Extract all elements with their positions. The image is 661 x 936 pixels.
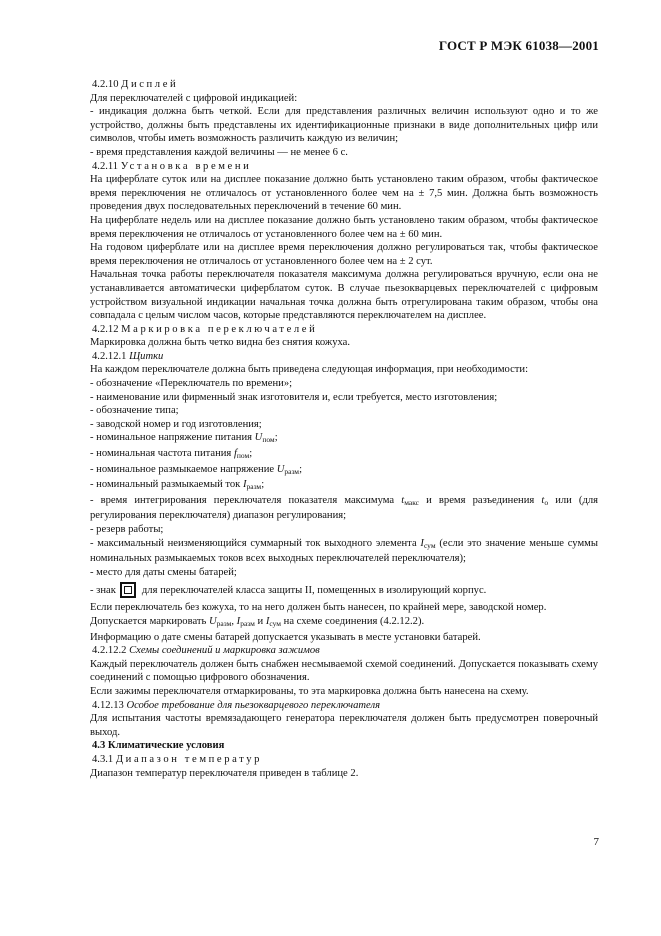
section-4-2-12-1-heading: 4.2.12.1 Щитки (92, 350, 164, 362)
list-item: - номинальная частота питания $f_{пом}$; (90, 448, 253, 461)
section-4-3-1-heading: 4.3.1 Диапазон температур (92, 753, 263, 765)
paragraph: Диапазон температур переключателя приведен в таблице 2. (90, 767, 359, 779)
document-header: ГОСТ Р МЭК 61038—2001 (438, 38, 599, 53)
paragraph: Если зажимы переключателя отмаркированы, то эта маркировка должна быть нанесена на схему. (90, 685, 529, 697)
list-item: - резерв работы; (90, 524, 164, 535)
paragraph: Маркировка должна быть четко видна без снятия кожуха. (90, 337, 350, 349)
list-item: - номинальный размыкаемый ток $I_{разм}$; (90, 479, 265, 492)
list-item: - обозначение «Переключатель по времени»; (90, 378, 293, 390)
paragraph: Информацию о дате смены батарей допускается указывать в месте установки батарей. (90, 631, 481, 643)
paragraph: Если переключатель без кожуха, то на него должен быть нанесен, по крайней мере, заводской номер. (90, 602, 547, 614)
section-4-3-heading: 4.3 Климатические условия (92, 740, 225, 752)
list-item: - время представления каждой величины — не менее 6 с. (90, 146, 348, 158)
section-4-2-12-heading: 4.2.12 Маркировка переключателей (92, 323, 318, 335)
paragraph: Каждый переключатель должен быть снабжен несмываемой схемой соединений. Допускается показывать схему соединений с помощью цифрового обозначения. (90, 658, 598, 684)
paragraph: Для испытания частоты времязадающего генератора переключателя должен быть предусмотрен поверочный выход. (90, 713, 598, 738)
list-item: - индикация должна быть четкой. Если для представления различных величин используют одно и то же устройство, должны быть представлены их идентификационные признаки в виде дополнительных цифр или символов, чтобы иметь возможность различить каждую из величин; (90, 106, 598, 145)
class-ii-insulation-icon (120, 582, 136, 598)
paragraph: На каждом переключателе должна быть приведена следующая информация, при необходимости: (90, 364, 529, 376)
paragraph: Для переключателей с цифровой индикацией: (90, 92, 298, 104)
paragraph: На циферблате суток или на дисплее показание должно быть установлено таким образом, чтобы фактическое время переключения не отличалось от установленного более чем на ± 7,5 мин. Должна быть возможность проведения двух последовательных переключений в течение 60 мин. (90, 174, 598, 213)
list-item: - заводской номер и год изготовления; (90, 418, 262, 430)
paragraph: Начальная точка работы переключателя показателя максимума должна регулироваться вручную, если она не устанавливается автоматически циферблатом суток. В случае пьезокварцевых переключателей с цифровым устройством визуальной индикации начальная точка должна быть отрегулирована таким образом, чтобы она совпадала с целым числом часов, которые представляются переключателем на дисплее. (90, 269, 598, 322)
list-item: - номинальное напряжение питания $U_{пом}$; (90, 432, 278, 445)
paragraph: Допускается маркировать $U_{разм}$, $I_{разм}$ и $I_{сум}$ на схеме соединения (4.2.12.2). (90, 615, 425, 628)
document-body (90, 78, 598, 780)
page-number: 7 (593, 836, 599, 848)
list-item: - обозначение типа; (90, 405, 179, 417)
paragraph: На циферблате недель или на дисплее показание должно быть установлено таким образом, чтобы фактическое время переключения не отличалось от установленного более чем на ± 60 мин. (90, 214, 598, 240)
list-item: - место для даты смены батарей; (90, 566, 237, 578)
section-4-2-12-2-heading: 4.2.12.2 Схемы соединений и маркировка зажимов (92, 645, 320, 657)
list-item: - время интегрирования переключателя показателя максимума $t_{макс}$ и время разъединения $t_о$ или (для регулирования переключателя) диапазон регулирования; (90, 494, 599, 522)
list-item: - знак для переключателей класса защиты II, помещенных в изолирующий корпус. (90, 582, 598, 598)
list-item: - номинальное размыкаемое напряжение $U_{разм}$; (90, 463, 303, 476)
section-4-12-13-heading: 4.12.13 Особое требование для пьезокварцевого переключателя (92, 699, 381, 711)
paragraph: На годовом циферблате или на дисплее время переключения должно регулироваться так, чтобы фактическое время переключения не отличалось от установленного более чем на ± 2 сут. (90, 242, 598, 267)
section-4-2-10-heading: 4.2.10 Дисплей (92, 79, 179, 90)
list-item: - наименование или фирменный знак изготовителя и, если требуется, место изготовления; (90, 391, 498, 403)
list-item: - максимальный неизменяющийся суммарный ток выходного элемента $I_{сум}$ (если это значение меньше суммы номинальных размыкаемых токов всех выходных переключателей переключателя); (90, 537, 598, 565)
section-4-2-11-heading: 4.2.11 Установка времени (92, 160, 252, 172)
